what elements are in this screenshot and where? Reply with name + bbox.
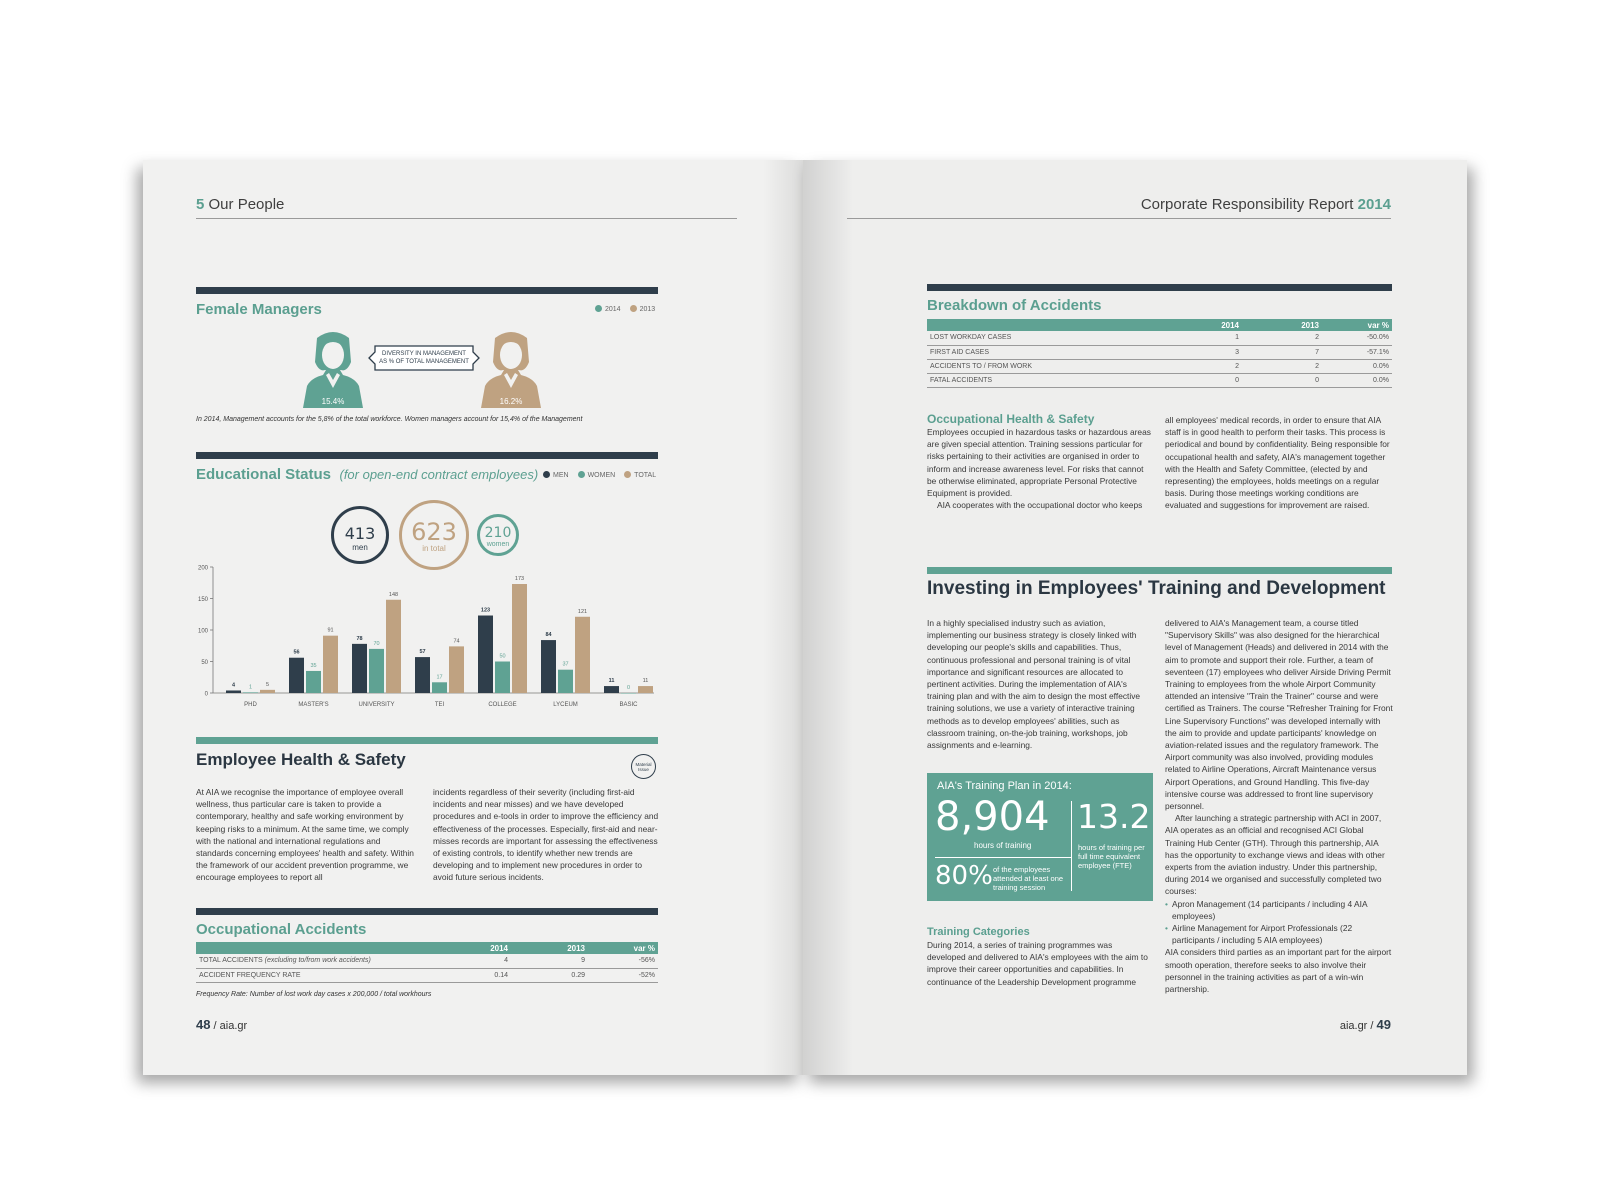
legend-item-women <box>578 471 616 479</box>
list-item: • Apron Management (14 participants / including 4 AIA employees) <box>1165 898 1393 922</box>
data-label: 56 <box>293 649 300 656</box>
header-rule-right <box>847 218 1391 219</box>
chapter-title: Our People <box>208 196 285 213</box>
legend-dot-icon <box>543 471 550 478</box>
bar-women <box>495 662 510 694</box>
bar-total <box>260 690 275 693</box>
folio-right: aia.gr / 49 <box>1339 1017 1391 1032</box>
value-2014: 15.4% <box>321 397 345 406</box>
left-page <box>143 160 803 1075</box>
cell-2013: 9 <box>511 954 588 968</box>
bar-men <box>352 644 367 693</box>
list-item: • Airline Management for Airport Professionals (22 participants / including 5 AIA employees) <box>1165 922 1393 946</box>
education-bar-chart <box>183 558 663 718</box>
breakdown-table-body <box>927 331 1392 387</box>
report-year: 2014 <box>1357 196 1391 213</box>
spine-shadow-right <box>803 160 853 1075</box>
bar-total <box>512 584 527 693</box>
data-label: 121 <box>577 608 588 615</box>
table-row <box>927 345 1392 359</box>
legend-label: 2013 <box>639 306 656 313</box>
data-label: 4 <box>231 682 236 689</box>
female-managers-rule <box>196 287 658 294</box>
table-row <box>927 373 1392 387</box>
bar-total <box>575 617 590 693</box>
education-rule <box>196 452 658 459</box>
row-label-text: ACCIDENT FREQUENCY RATE <box>199 971 301 979</box>
table-header-var: var % <box>588 942 658 954</box>
row-label <box>196 968 446 982</box>
data-label: 148 <box>388 591 399 598</box>
men-count: 413 <box>344 524 376 543</box>
bar-men <box>415 657 430 693</box>
data-label: 50 <box>499 653 506 660</box>
cell-2013: 2 <box>1242 331 1322 345</box>
training-categories-title: Training Categories <box>927 926 1030 938</box>
cell-2013: 7 <box>1242 345 1322 359</box>
bar-total <box>638 686 653 693</box>
occupational-title: Occupational Accidents <box>196 921 367 938</box>
data-label: 74 <box>453 638 460 645</box>
bar-total <box>449 646 464 693</box>
bar-total <box>323 636 338 693</box>
total-count: 623 <box>411 518 457 546</box>
data-label: 78 <box>356 635 363 642</box>
x-tick-label: COLLEGE <box>488 702 517 708</box>
training-col-1: In a highly specialised industry such as aviation, implementing our business strategy is closely linked with developing our people's skills and capabilities. Thus, continuous professional and personal training is of vital importance and significant resources are allocated to pertinent activities. During the implementation of AIA's training plan and with the aim to design the most effective training solutions, we use a variety of interactive training methods as to develop employees' abilities, such as classroom training, on-the-job training, workshops, job assignments and e-learning. <box>927 618 1141 751</box>
right-page <box>803 160 1467 1075</box>
data-label: 173 <box>514 576 525 583</box>
data-label: 35 <box>310 662 317 669</box>
row-label: LOST WORKDAY CASES <box>927 331 1182 345</box>
row-label: FATAL ACCIDENTS <box>927 373 1182 387</box>
x-tick-label: UNIVERSITY <box>358 702 395 708</box>
cell-var: -52% <box>588 968 658 982</box>
material-issue-badge <box>631 754 656 779</box>
y-tick-label: 0 <box>204 691 208 698</box>
cell-var: -50.0% <box>1322 331 1392 345</box>
bar-women <box>369 649 384 693</box>
callout-box <box>369 346 479 370</box>
female-managers-legend <box>595 305 655 313</box>
value-2013: 16.2% <box>499 397 523 406</box>
table-header-empty <box>196 942 446 954</box>
header-rule-left <box>196 218 737 219</box>
ohs-col-1 <box>927 426 1153 511</box>
health-safety-col-2: incidents regardless of their severity (including first-aid incidents and near misses) and we have developed procedures and e-tools in order to improve the efficiency and effectiveness of the processes. Especially, first-aid and near-misses records are important for assessing the effectiveness of existing controls, to identify whether new trends are developing and to implement new procedures in order to avoid future serious incidents. <box>433 787 659 883</box>
table-row <box>927 359 1392 373</box>
legend-item-total <box>624 471 656 479</box>
woman-2014-icon <box>303 332 363 408</box>
cell-2014: 2 <box>1182 359 1242 373</box>
total-label: in total <box>422 544 446 553</box>
bar-men <box>541 640 556 693</box>
cell-2014: 3 <box>1182 345 1242 359</box>
bar-men <box>289 658 304 693</box>
table-row <box>196 968 658 982</box>
health-safety-col-1: At AIA we recognise the importance of employee overall wellness, thus particular care is taken to provide a contemporary, healthy and safe working environment by keeping risks to a minimum. At the same time, we comply with the national and international regulations and standards concerning employees' health and safety. Within the framework of our accident prevention programme, we encourage employees to report all <box>196 787 414 883</box>
training-fte-value: 13.2 <box>1077 797 1151 836</box>
women-label: women <box>486 541 510 548</box>
cell-var: 0.0% <box>1322 359 1392 373</box>
table-header-row <box>196 942 658 954</box>
education-legend <box>543 471 656 479</box>
table-header-empty <box>927 319 1182 331</box>
occupational-accidents-table <box>196 942 658 983</box>
cell-2013: 0 <box>1242 373 1322 387</box>
cell-2014: 0 <box>1182 373 1242 387</box>
table-header-2014: 2014 <box>1182 319 1242 331</box>
training-rule <box>927 567 1392 574</box>
data-label: 0 <box>626 685 631 691</box>
spine-shadow-left <box>763 160 803 1075</box>
occupational-rule <box>196 908 658 915</box>
legend-dot-icon <box>624 471 631 478</box>
box-divider-horizontal <box>935 857 1071 858</box>
bar-women <box>558 670 573 693</box>
training-categories-text: During 2014, a series of training programmes was developed and delivered to AIA's employees with the aim to improve their career opportunities and capabilities. In continuance of the Leadership Development programme <box>927 940 1148 987</box>
cell-var: -57.1% <box>1322 345 1392 359</box>
training-plan-title: AIA's Training Plan in 2014: <box>937 780 1072 792</box>
running-header-left <box>196 196 284 213</box>
legend-label: MEN <box>553 472 569 479</box>
training-percent-label: of the employees attended at least one training session <box>993 865 1064 892</box>
running-header-right <box>1141 196 1391 213</box>
cell-2014: 0.14 <box>446 968 511 982</box>
row-label: FIRST AID CASES <box>927 345 1182 359</box>
callout-line-1: DIVERSITY IN MANAGEMENT <box>382 351 466 357</box>
site-right: aia.gr <box>1339 1020 1368 1032</box>
training-title: Investing in Employees' Training and Development <box>927 578 1386 599</box>
page-number-right: 49 <box>1376 1017 1391 1032</box>
woman-2013-icon <box>481 332 541 408</box>
cell-2013: 0.29 <box>511 968 588 982</box>
bar-women <box>243 692 258 693</box>
training-hours-label: hours of training <box>974 841 1032 850</box>
education-heading <box>196 466 538 484</box>
table-header-2013: 2013 <box>511 942 588 954</box>
table-header-var: var % <box>1322 319 1392 331</box>
courses-list <box>1165 898 1393 947</box>
row-label-text: TOTAL ACCIDENTS <box>199 957 263 965</box>
frequency-rate-footnote: Frequency Rate: Number of lost work day cases x 200,000 / total workhours <box>196 991 432 998</box>
training-col-2-para-1: delivered to AIA's Management team, a course titled "Supervisory Skills" was also designed for the hierarchical level of Management (Heads) and delivered in 2014 with the aim to promote and support their role. Further, a team of seventeen (17) employees who deliver Airside Driving Permit Training to employees from the whole Airport Community attended an intensive "Train the Trainer" course and were certified as Trainers. The course "Refresher Training for Front Line Supervisory Functions" was developed internally with the aim to provide and update participants' knowledge on aviation-related issues and the regulatory framework. The Airport community was also involved, providing modules related to Airline Operations, Aircraft Maintenance versus Airport Operations, and Ground Handling. This five-day intensive course was addressed to front line supervisory personnel. <box>1165 618 1393 812</box>
folio-left: 48 / aia.gr <box>196 1017 248 1032</box>
badge-line-1: Material <box>635 762 652 767</box>
legend-item-men <box>543 471 569 479</box>
callout-line-2: AS % OF TOTAL MANAGEMENT <box>379 359 469 365</box>
bar-women <box>432 682 447 693</box>
data-label: 17 <box>436 674 443 681</box>
table-header-2014: 2014 <box>446 942 511 954</box>
data-label: 5 <box>265 681 270 688</box>
training-col-2-para-3: AIA considers third parties as an important part for the airport smooth operation, therefore seeks to also involve their personnel in the training activities as part of a win-win partnership. <box>1165 947 1392 995</box>
health-safety-title: Employee Health & Safety <box>196 750 406 769</box>
table-header-row <box>927 319 1392 331</box>
men-count-circle <box>331 506 389 564</box>
breakdown-title: Breakdown of Accidents <box>927 297 1102 314</box>
ohs-title: Occupational Health & Safety <box>927 412 1095 426</box>
x-tick-label: PHD <box>244 702 257 708</box>
bar-total <box>386 600 401 693</box>
page-number-left: 48 <box>196 1017 211 1032</box>
table-header-2013: 2013 <box>1242 319 1322 331</box>
legend-item-2013 <box>630 305 656 313</box>
legend-dot-icon <box>630 305 637 312</box>
breakdown-rule <box>927 284 1392 291</box>
legend-label: 2014 <box>605 306 621 313</box>
training-percent-value: 80% <box>935 861 993 891</box>
cell-2014: 4 <box>446 954 511 968</box>
female-managers-caption: In 2014, Management accounts for the 5,8% of the total workforce. Women managers account for 15,4% of the Management <box>196 416 583 423</box>
row-label-note: (excluding to/from work accidents) <box>264 957 371 965</box>
training-fte-label: hours of training per full time equivalent employee (FTE) <box>1078 843 1145 870</box>
bar-women <box>621 693 636 694</box>
training-plan-box <box>927 773 1153 901</box>
data-label: 11 <box>642 678 649 685</box>
legend-label: TOTAL <box>634 472 657 479</box>
women-count-circle <box>477 514 519 556</box>
bar-men <box>478 616 493 693</box>
legend-item-2014 <box>595 305 621 313</box>
health-safety-rule <box>196 737 658 744</box>
female-managers-figure <box>293 328 563 414</box>
data-label: 123 <box>480 607 491 614</box>
x-tick-label: LYCEUM <box>553 702 578 708</box>
cell-2014: 1 <box>1182 331 1242 345</box>
bar-men <box>604 686 619 693</box>
men-label: men <box>352 543 368 552</box>
legend-dot-icon <box>578 471 585 478</box>
x-tick-label: MASTER'S <box>298 702 329 708</box>
x-tick-label: BASIC <box>619 702 638 708</box>
data-label: 11 <box>608 678 615 685</box>
badge-line-2: Issue <box>638 767 649 772</box>
women-count: 210 <box>484 525 512 541</box>
y-tick-label: 200 <box>197 565 208 572</box>
legend-label: WOMEN <box>587 472 616 479</box>
legend-dot-icon <box>595 305 602 312</box>
y-tick-label: 50 <box>201 660 208 666</box>
bar-women <box>306 671 321 693</box>
ohs-col-1-para-2: AIA cooperates with the occupational doctor who keeps <box>937 500 1143 511</box>
bar-men <box>226 690 241 693</box>
cell-var: -56% <box>588 954 658 968</box>
data-label: 37 <box>562 661 569 668</box>
female-managers-title: Female Managers <box>196 301 322 318</box>
table-row <box>196 954 658 968</box>
report-title: Corporate Responsibility Report <box>1140 196 1354 213</box>
cell-var: 0.0% <box>1322 373 1392 387</box>
row-label <box>196 954 446 968</box>
table-row <box>927 331 1392 345</box>
row-label: ACCIDENTS TO / FROM WORK <box>927 359 1182 373</box>
data-label: 84 <box>545 632 552 639</box>
data-label: 57 <box>419 649 426 656</box>
training-col-2-para-2: After launching a strategic partnership with ACI in 2007, AIA operates as an official and recognised ACI Global Training Hub Center (GTH). Through this partnership, AIA has the opportunity to exchange views and ideas with other experts from the aviation industry. Under this partnership, during 2014 we organised and successfully completed two courses: <box>1165 813 1385 897</box>
site-left: aia.gr <box>219 1020 248 1032</box>
chapter-number: 5 <box>196 196 205 213</box>
y-tick-label: 150 <box>197 597 208 603</box>
education-title: Educational Status <box>196 466 332 483</box>
education-subtitle: (for open-end contract employees) <box>339 467 539 482</box>
ohs-col-1-para-1: Employees occupied in hazardous tasks or hazardous areas are given special attention. Training sessions particular for risks pertaining to their activities are organised in order to inform and increase awareness level. For risks that cannot be otherwise eliminated, appropriate Personal Protective Equipment is provided. <box>927 427 1151 499</box>
training-col-2 <box>1165 617 1393 995</box>
y-tick-label: 100 <box>197 628 208 635</box>
breakdown-table <box>927 319 1392 388</box>
data-label: 91 <box>327 627 334 634</box>
training-hours-value: 8,904 <box>935 794 1050 840</box>
ohs-col-2: all employees' medical records, in order to ensure that AIA staff is in good health to perform their tasks. This process is periodical and bound by confidentiality. Being responsible for occupational health and safety, AIA's management together with the Health and Safety Committee, (elected by and representing) the employees, holds meetings on a regular basis. During those meetings working conditions are evaluated and suggestions for improvement are raised. <box>1165 415 1390 511</box>
box-divider-vertical <box>1071 801 1072 891</box>
data-label: 70 <box>373 640 380 647</box>
data-label: 1 <box>248 684 253 691</box>
cell-2013: 2 <box>1242 359 1322 373</box>
x-tick-label: TEI <box>434 702 445 708</box>
